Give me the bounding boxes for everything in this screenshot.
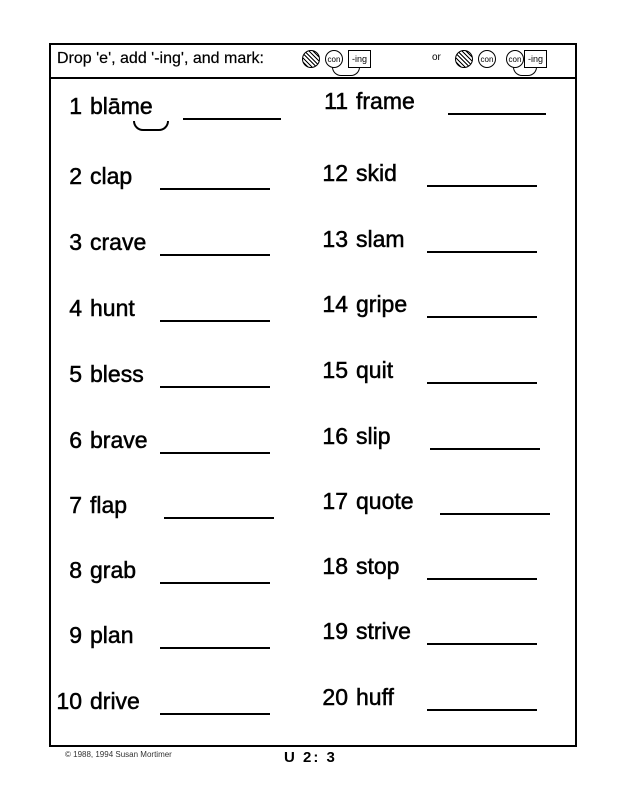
word-item (69, 622, 134, 649)
answer-blank[interactable] (160, 320, 270, 322)
page-number: U 2: 3 (284, 749, 337, 766)
item-word: hunt (90, 295, 135, 321)
answer-blank[interactable] (427, 382, 537, 384)
word-item (69, 163, 133, 190)
item-word: stop (356, 553, 400, 579)
item-word: flap (90, 492, 128, 518)
item-word: blāme (90, 93, 153, 119)
item-number: 17 (322, 488, 348, 514)
word-item (322, 160, 397, 187)
word-item (322, 423, 391, 450)
item-number: 7 (69, 492, 82, 518)
word-item (322, 291, 408, 318)
copyright: © 1988, 1994 Susan Mortimer (65, 750, 172, 759)
item-word: gripe (356, 291, 408, 317)
item-number: 14 (322, 291, 348, 317)
word-item (69, 93, 153, 120)
answer-blank[interactable] (427, 185, 537, 187)
word-item (322, 618, 411, 645)
answer-blank[interactable] (440, 513, 550, 515)
word-item (56, 688, 140, 715)
item-number: 13 (322, 226, 348, 252)
item-word: strive (356, 618, 411, 644)
consonant-circle: con (478, 50, 496, 68)
item-number: 1 (69, 93, 82, 119)
item-number: 18 (322, 553, 348, 579)
item-word: skid (356, 160, 397, 186)
word-item (322, 684, 394, 711)
answer-blank[interactable] (160, 386, 270, 388)
word-item (69, 427, 148, 454)
item-number: 8 (69, 557, 82, 583)
item-number: 16 (322, 423, 348, 449)
answer-blank[interactable] (160, 713, 270, 715)
or-label: or (432, 52, 441, 63)
ing-box: -ing (348, 50, 371, 68)
item-word: slip (356, 423, 391, 449)
answer-blank[interactable] (448, 113, 546, 115)
item-number: 12 (322, 160, 348, 186)
answer-blank[interactable] (183, 118, 281, 120)
answer-blank[interactable] (160, 582, 270, 584)
item-word: frame (356, 88, 415, 114)
item-word: slam (356, 226, 405, 252)
vce-arc-mark (133, 121, 169, 131)
word-item (322, 553, 400, 580)
item-word: bless (90, 361, 144, 387)
item-word: huff (356, 684, 394, 710)
answer-blank[interactable] (427, 578, 537, 580)
crossed-vowel-icon (455, 50, 473, 68)
word-item (69, 229, 147, 256)
word-item (69, 557, 137, 584)
item-word: clap (90, 163, 133, 189)
consonant-circle: con (325, 50, 343, 68)
item-word: brave (90, 427, 148, 453)
answer-blank[interactable] (427, 251, 537, 253)
item-word: drive (90, 688, 140, 714)
answer-blank[interactable] (427, 709, 537, 711)
item-number: 2 (69, 163, 82, 189)
answer-blank[interactable] (164, 517, 274, 519)
answer-blank[interactable] (160, 254, 270, 256)
item-number: 10 (56, 688, 82, 714)
item-number: 15 (322, 357, 348, 383)
answer-blank[interactable] (430, 448, 540, 450)
item-number: 4 (69, 295, 82, 321)
word-item (322, 226, 405, 253)
instruction-text: Drop 'e', add '-ing', and mark: (57, 50, 264, 67)
item-number: 11 (324, 88, 348, 114)
answer-blank[interactable] (160, 647, 270, 649)
item-number: 19 (322, 618, 348, 644)
crossed-vowel-icon (302, 50, 320, 68)
word-item (322, 357, 394, 384)
item-number: 9 (69, 622, 82, 648)
consonant-circle: con (506, 50, 524, 68)
word-item (69, 295, 135, 322)
item-word: crave (90, 229, 147, 255)
answer-blank[interactable] (160, 188, 270, 190)
link-arc (513, 67, 537, 76)
item-word: plan (90, 622, 134, 648)
item-word: quit (356, 357, 394, 383)
instruction-header (49, 43, 577, 79)
link-arc (332, 67, 360, 76)
word-item (322, 488, 414, 515)
ing-box: -ing (524, 50, 547, 68)
answer-blank[interactable] (427, 643, 537, 645)
item-number: 5 (69, 361, 82, 387)
word-item (324, 88, 415, 115)
answer-blank[interactable] (160, 452, 270, 454)
item-word: quote (356, 488, 414, 514)
item-number: 6 (69, 427, 82, 453)
word-item (69, 361, 144, 388)
item-word: grab (90, 557, 137, 583)
word-item (69, 492, 128, 519)
answer-blank[interactable] (427, 316, 537, 318)
item-number: 3 (69, 229, 82, 255)
item-number: 20 (322, 684, 348, 710)
